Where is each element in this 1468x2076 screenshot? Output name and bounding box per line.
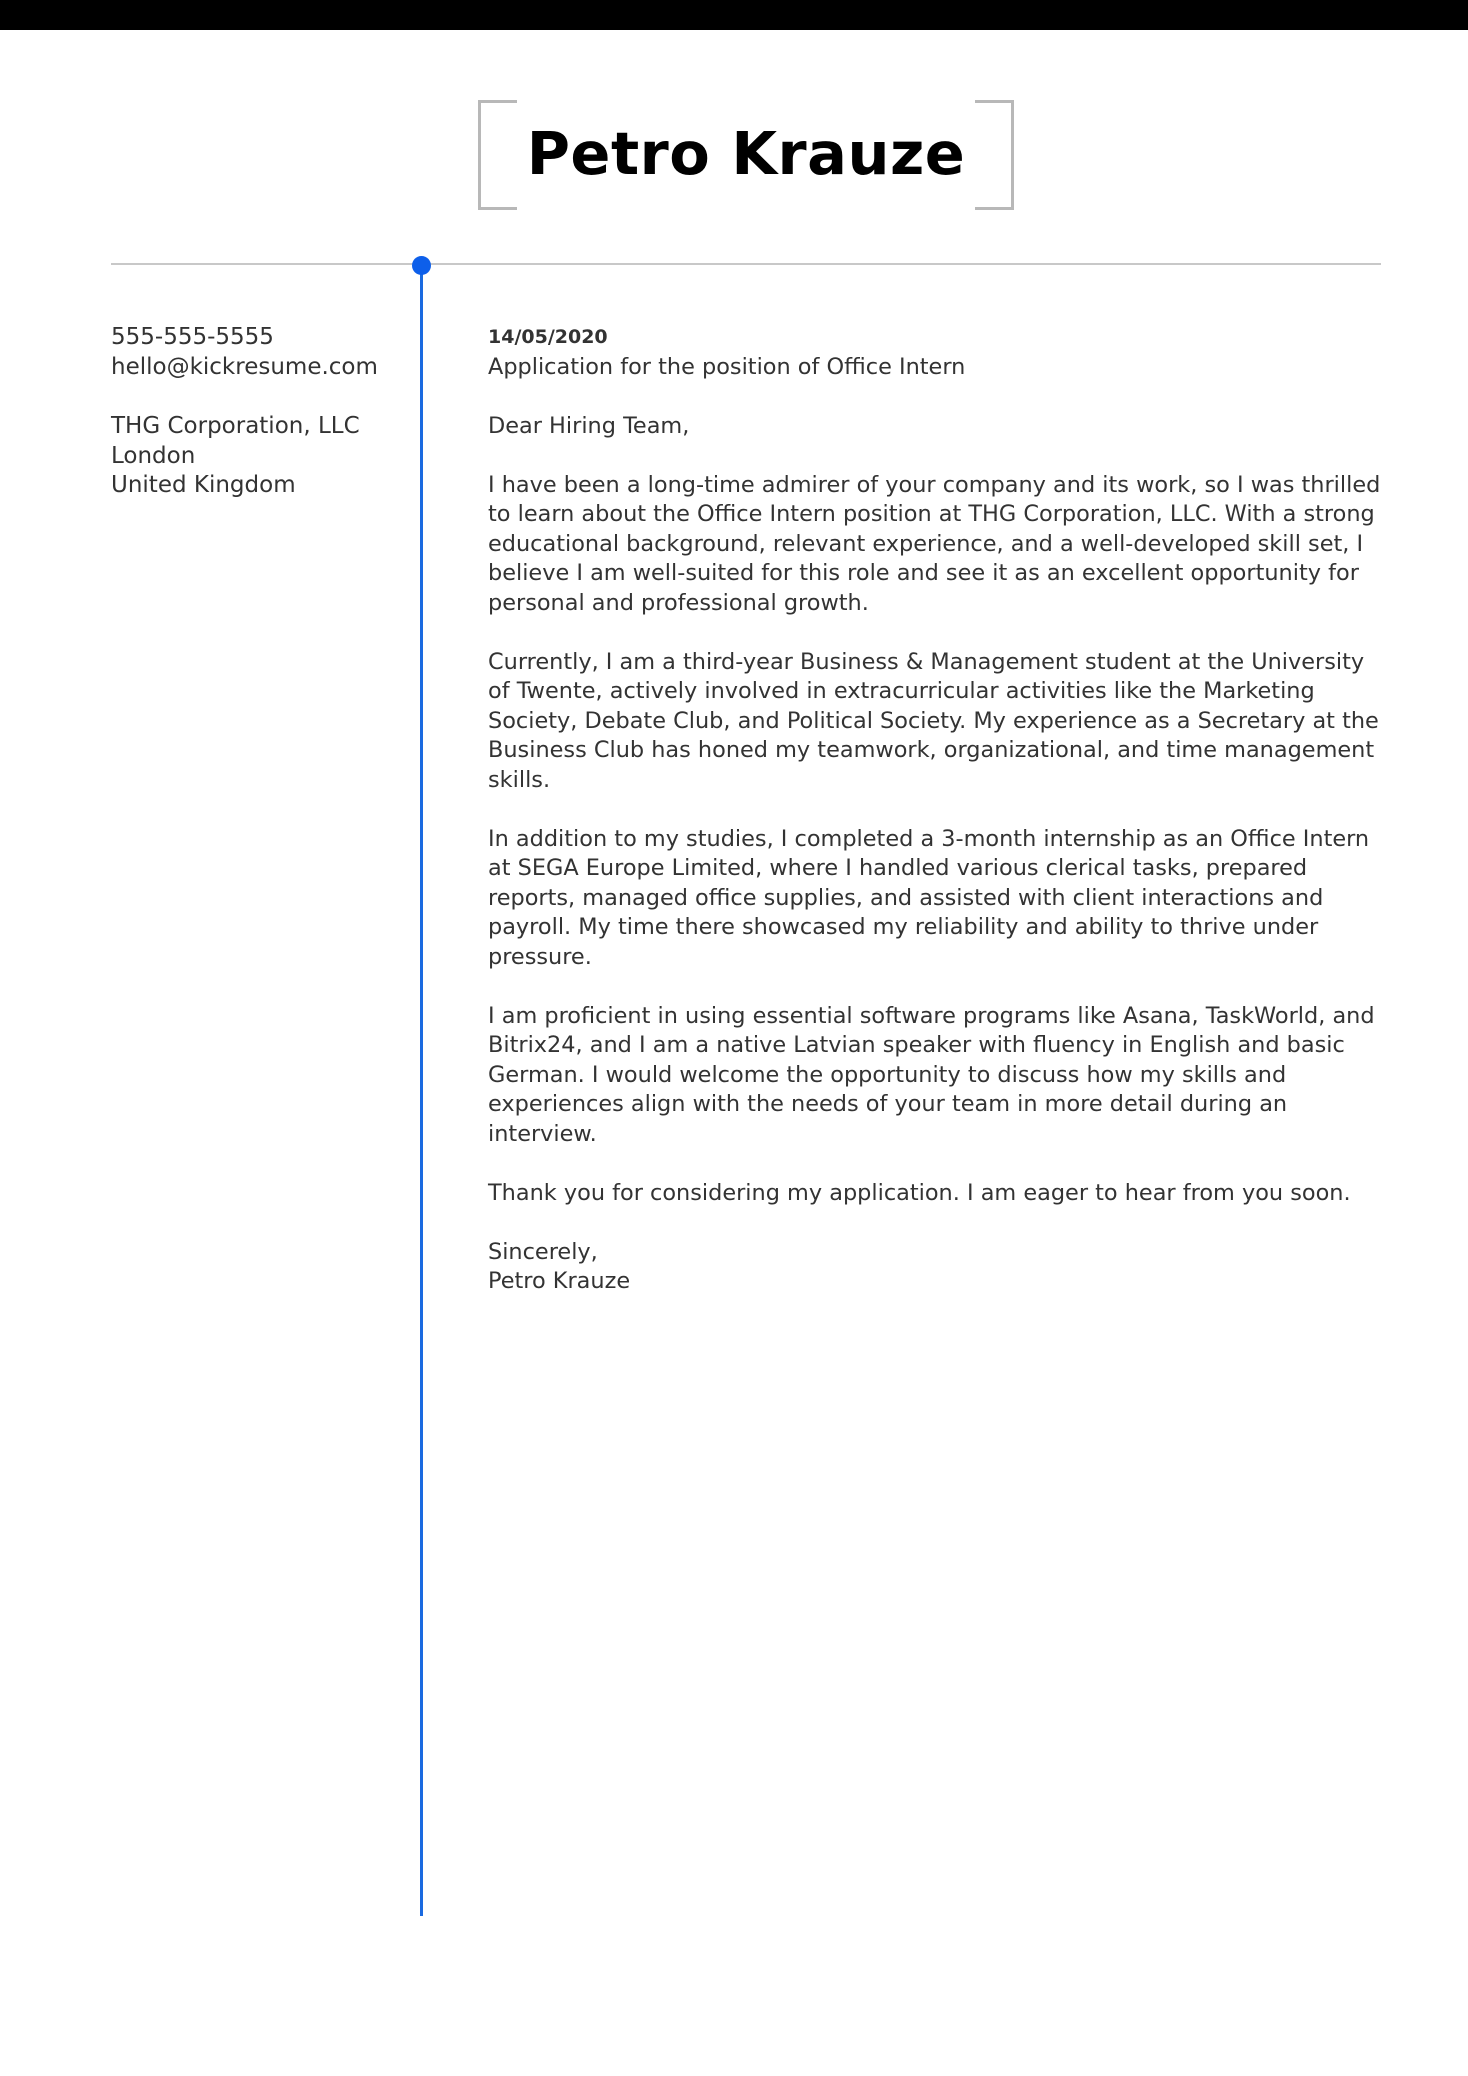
recipient-city: London (111, 442, 196, 469)
letter-subject: Application for the position of Office Intern (488, 353, 966, 380)
sidebar-spacer (111, 382, 411, 412)
letter-paragraph: Currently, I am a third-year Business & Management student at the University of Twente, actively involved in extracurricular activities like the Marketing Society, Debate Club, and Political Society. My experience as a Secretary at the Business Club has honed my teamwork, organizational, and time management skills. (488, 648, 1379, 793)
letter-body (488, 323, 1388, 1297)
letter-paragraph: I am proficient in using essential software programs like Asana, TaskWorld, and Bitrix24, and I am a native Latvian speaker with fluency in English and basic German. I would welcome the opportunity to discuss how my skills and experiences align with the needs of your team in more detail during an interview. (488, 1002, 1375, 1147)
letter-date: 14/05/2020 (488, 326, 608, 348)
email-address: hello@kickresume.com (111, 353, 378, 380)
letter-closing: Sincerely, (488, 1238, 598, 1265)
letter-greeting: Dear Hiring Team, (488, 412, 690, 439)
recipient-country: United Kingdom (111, 472, 296, 498)
timeline-dot (412, 256, 431, 275)
letter-paragraph: Thank you for considering my application. I am eager to hear from you soon. (488, 1179, 1351, 1206)
horizontal-divider (111, 263, 1381, 265)
recipient-company: THG Corporation, LLC (111, 413, 360, 439)
letter-signature: Petro Krauze (488, 1268, 631, 1294)
page-title: Petro Krauze (526, 119, 966, 188)
vertical-timeline (420, 266, 423, 1916)
sidebar (111, 323, 411, 501)
name-header (478, 100, 1014, 208)
top-bar (0, 0, 1468, 30)
letter-paragraph: I have been a long-time admirer of your company and its work, so I was thrilled to learn about the Office Intern position at THG Corporation, LLC. With a strong educational background, relevant experience, and a well-developed skill set, I believe I am well-suited for this role and see it as an excellent opportunity for personal and professional growth. (488, 471, 1381, 616)
phone-number: 555-555-5555 (111, 324, 274, 350)
letter-paragraph: In addition to my studies, I completed a 3-month internship as an Office Intern at SEGA Europe Limited, where I handled various clerical tasks, prepared reports, managed office supplies, and assisted with client interactions and payroll. My time there showcased my reliability and ability to thrive under pressure. (488, 825, 1370, 970)
